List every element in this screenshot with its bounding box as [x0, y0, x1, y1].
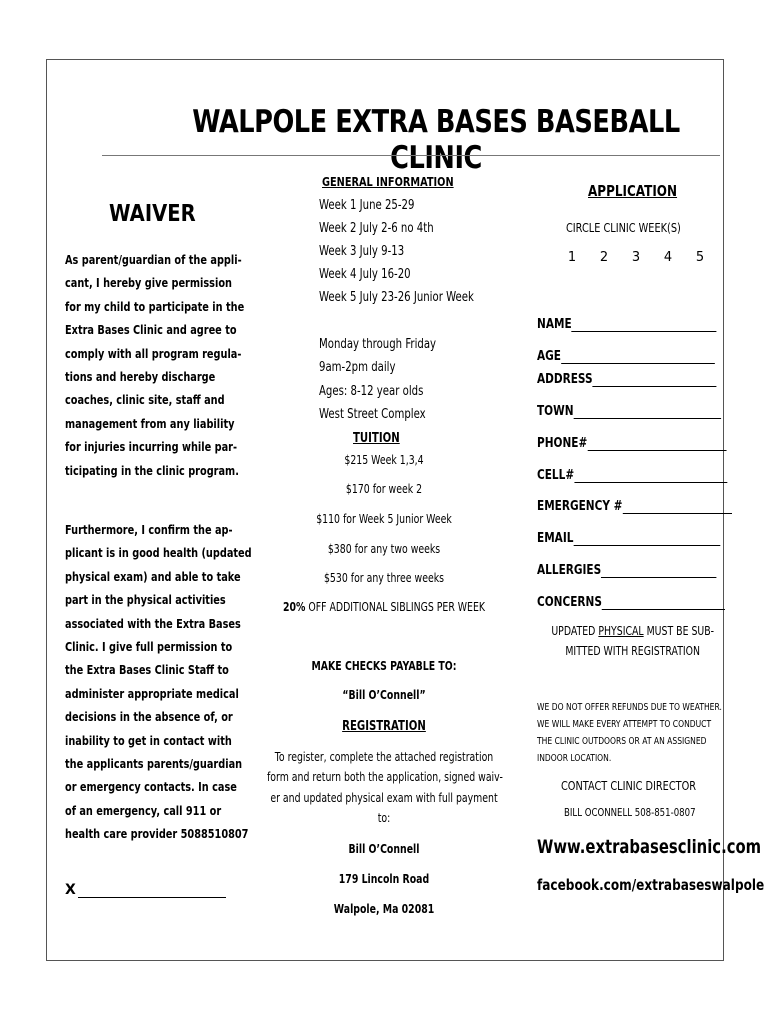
website-link[interactable]: Www.extrabasesclinic.com: [537, 836, 762, 858]
waiver-line: for injuries incurring while par-: [65, 439, 238, 455]
cell-blank[interactable]: [574, 468, 727, 483]
application-heading: APPLICATION: [588, 182, 678, 200]
waiver-heading: WAIVER: [109, 201, 196, 227]
sibling-pct: 20%: [282, 600, 306, 614]
contact-info: BILL OCONNELL 508-851-0807: [564, 806, 696, 819]
address-blank[interactable]: [593, 372, 717, 387]
waiver-line: Extra Bases Clinic and agree to: [65, 322, 237, 338]
week-line: Week 4 July 16-20: [319, 267, 411, 282]
registration-line: to:: [377, 811, 391, 825]
waiver-paragraph-1: [65, 248, 255, 482]
concerns-blank[interactable]: [602, 595, 725, 610]
sibling-text: OFF ADDITIONAL SIBLINGS PER WEEK: [305, 600, 486, 614]
physical-note-line-1: [543, 624, 722, 638]
email-field[interactable]: [537, 530, 720, 546]
cell-label: CELL#: [537, 467, 575, 483]
signature-blank[interactable]: [78, 897, 226, 898]
week-option[interactable]: 1: [567, 250, 577, 265]
week-line: Week 2 July 2-6 no 4th: [319, 221, 434, 236]
schedule-line: Monday through Friday: [319, 337, 437, 352]
address-label: ADDRESS: [537, 371, 593, 387]
sibling-discount: [267, 600, 501, 614]
name-blank[interactable]: [572, 317, 717, 332]
waiver-line: part in the physical activities: [65, 592, 226, 608]
contact-label: CONTACT CLINIC DIRECTOR: [561, 778, 697, 793]
emergency-blank[interactable]: [622, 499, 731, 514]
tuition-line: $380 for any two weeks: [327, 542, 441, 556]
schedule-line: West Street Complex: [319, 407, 426, 422]
waiver-line: health care provider 5088510807: [65, 826, 249, 842]
town-blank[interactable]: [574, 404, 721, 419]
waiver-line: tions and hereby discharge: [65, 369, 216, 385]
page-title: WALPOLE EXTRA BASES BASEBALL CLINIC: [192, 104, 680, 176]
email-blank[interactable]: [573, 531, 720, 546]
waiver-paragraph-2: [65, 518, 255, 846]
checks-name: “Bill O’Connell”: [342, 688, 426, 702]
week-line: Week 5 July 23-26 Junior Week: [319, 290, 474, 305]
refund-line: THE CLINIC OUTDOORS OR AT AN ASSIGNED: [537, 736, 707, 747]
waiver-line: or emergency contacts. In case: [65, 779, 237, 795]
waiver-line: administer appropriate medical: [65, 685, 239, 701]
age-field[interactable]: [537, 348, 715, 364]
tuition-line: $215 Week 1,3,4: [344, 453, 424, 467]
cell-field[interactable]: [537, 467, 727, 483]
registration-line: form and return both the application, signed waiv-: [267, 770, 503, 784]
emergency-field[interactable]: [537, 498, 732, 514]
email-label: EMAIL: [537, 530, 574, 546]
concerns-label: CONCERNS: [537, 594, 602, 610]
waiver-line: decisions in the absence of, or: [65, 709, 233, 725]
waiver-line: As parent/guardian of the appli-: [65, 252, 242, 267]
week-line: Week 3 July 9-13: [319, 244, 405, 259]
waiver-line: for my child to participate in the: [65, 298, 245, 314]
tuition-line: $110 for Week 5 Junior Week: [316, 512, 452, 526]
schedule-line: 9am-2pm daily: [319, 360, 396, 375]
week-option[interactable]: 2: [599, 250, 609, 265]
refund-line: WE DO NOT OFFER REFUNDS DUE TO WEATHER.: [537, 702, 722, 713]
registration-line: er and updated physical exam with full payment: [270, 791, 498, 805]
waiver-line: Clinic. I give full permission to: [65, 639, 233, 655]
address-field[interactable]: [537, 371, 717, 387]
phone-label: PHONE#: [537, 435, 588, 451]
tuition-line: $530 for any three weeks: [323, 571, 445, 585]
physical-note-post: MUST BE SUB-: [643, 624, 715, 638]
allergies-field[interactable]: [537, 562, 717, 578]
waiver-line: inability to get in contact with: [65, 732, 232, 748]
town-field[interactable]: [537, 403, 721, 419]
waiver-line: comply with all program regula-: [65, 345, 242, 361]
phone-field[interactable]: [537, 435, 726, 451]
age-label: AGE: [537, 348, 561, 364]
week-line: Week 1 June 25-29: [319, 198, 415, 213]
flyer-page: [46, 59, 765, 961]
waiver-line: associated with the Extra Bases: [65, 615, 241, 631]
week-option[interactable]: 5: [695, 250, 705, 265]
allergies-label: ALLERGIES: [537, 562, 602, 578]
address-line: Bill O’Connell: [348, 842, 420, 856]
allergies-blank[interactable]: [601, 563, 716, 578]
town-label: TOWN: [537, 403, 574, 419]
waiver-line: cant, I hereby give permission: [65, 275, 232, 291]
week-option[interactable]: 4: [663, 250, 673, 265]
refund-line: WE WILL MAKE EVERY ATTEMPT TO CONDUCT: [537, 719, 712, 730]
phone-blank[interactable]: [587, 436, 726, 451]
facebook-link[interactable]: facebook.com/extrabaseswalpole: [537, 876, 765, 894]
address-line: 179 Lincoln Road: [338, 872, 430, 886]
name-field[interactable]: [537, 316, 717, 332]
schedule-line: Ages: 8-12 year olds: [319, 384, 424, 399]
waiver-line: coaches, clinic site, staff and: [65, 392, 225, 408]
circle-weeks-label: CIRCLE CLINIC WEEK(S): [566, 220, 681, 235]
registration-line: To register, complete the attached registration: [274, 750, 494, 764]
waiver-line: physical exam) and able to take: [65, 568, 241, 584]
physical-note-pre: UPDATED: [551, 624, 599, 638]
concerns-field[interactable]: [537, 594, 725, 610]
general-heading: GENERAL INFORMATION: [322, 174, 454, 189]
week-number-options: [566, 250, 706, 265]
name-label: NAME: [537, 316, 572, 332]
registration-heading: REGISTRATION: [342, 719, 426, 734]
tuition-line: $170 for week 2: [345, 482, 423, 496]
address-line: Walpole, Ma 02081: [333, 902, 435, 916]
week-option[interactable]: 3: [631, 250, 641, 265]
waiver-line: ticipating in the clinic program.: [65, 462, 239, 478]
physical-note-line-2: MITTED WITH REGISTRATION: [565, 644, 701, 658]
emergency-label: EMERGENCY #: [537, 498, 623, 514]
physical-note-underlined: PHYSICAL: [598, 624, 644, 638]
signature-prefix: X: [65, 882, 76, 898]
signature-line[interactable]: [65, 882, 226, 898]
waiver-line: plicant is in good health (updated: [65, 545, 252, 561]
waiver-line: the Extra Bases Clinic Staff to: [65, 662, 229, 678]
age-blank[interactable]: [561, 349, 715, 364]
tuition-heading: TUITION: [353, 431, 400, 446]
checks-label: MAKE CHECKS PAYABLE TO:: [311, 659, 457, 673]
waiver-line: Furthermore, I confirm the ap-: [65, 522, 233, 537]
title-divider: [102, 155, 720, 156]
waiver-line: of an emergency, call 911 or: [65, 802, 222, 818]
waiver-line: management from any liability: [65, 415, 235, 431]
waiver-line: the applicants parents/guardian: [65, 756, 243, 772]
refund-line: INDOOR LOCATION.: [537, 753, 612, 764]
